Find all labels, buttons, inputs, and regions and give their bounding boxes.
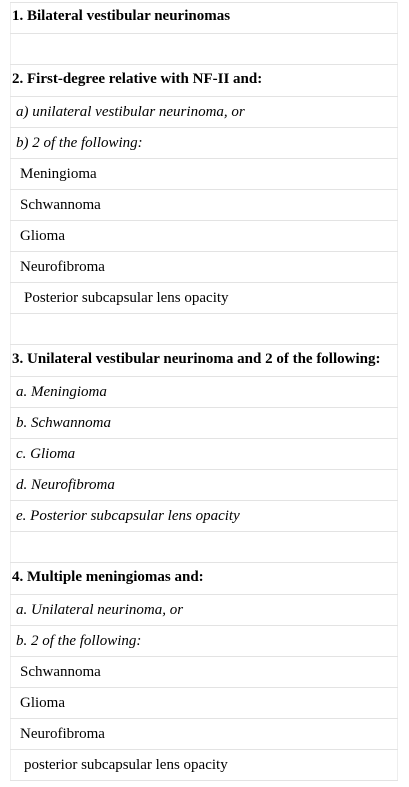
criterion-item-row [11, 159, 398, 190]
criterion-item-row [11, 221, 398, 252]
criterion-item-row [11, 657, 398, 688]
criterion-item: Posterior subcapsular lens opacity [11, 283, 398, 314]
criterion-heading: 3. Unilateral vestibular neurinoma and 2 of the following: [11, 345, 398, 377]
criterion-item-row [11, 283, 398, 314]
empty-cell [11, 532, 398, 563]
criterion-heading-row [11, 3, 398, 34]
criterion-item: b. 2 of the following: [11, 626, 398, 657]
criterion-item-row [11, 252, 398, 283]
criterion-item-row [11, 688, 398, 719]
criterion-item: posterior subcapsular lens opacity [11, 750, 398, 781]
criteria-table [10, 2, 398, 781]
criterion-item: Schwannoma [11, 657, 398, 688]
criterion-item: e. Posterior subcapsular lens opacity [11, 501, 398, 532]
criterion-heading: 1. Bilateral vestibular neurinomas [11, 3, 398, 34]
criterion-heading-row [11, 65, 398, 97]
criterion-item: c. Glioma [11, 439, 398, 470]
criterion-item-row [11, 470, 398, 501]
criterion-item-row [11, 97, 398, 128]
criterion-item-row [11, 750, 398, 781]
criterion-item: Schwannoma [11, 190, 398, 221]
criterion-heading-row [11, 563, 398, 595]
criterion-heading: 2. First-degree relative with NF-II and: [11, 65, 398, 97]
criterion-item: Meningioma [11, 159, 398, 190]
criterion-item: b) 2 of the following: [11, 128, 398, 159]
criterion-item: Glioma [11, 221, 398, 252]
criterion-item-row [11, 595, 398, 626]
criterion-item-row [11, 190, 398, 221]
criterion-item: d. Neurofibroma [11, 470, 398, 501]
spacer-row [11, 34, 398, 65]
spacer-row [11, 532, 398, 563]
criterion-item-row [11, 626, 398, 657]
criterion-item-row [11, 501, 398, 532]
criterion-item: a. Meningioma [11, 377, 398, 408]
criterion-item-row [11, 128, 398, 159]
criterion-heading: 4. Multiple meningiomas and: [11, 563, 398, 595]
criterion-item-row [11, 439, 398, 470]
spacer-row [11, 314, 398, 345]
criteria-table-body [11, 3, 398, 781]
criterion-item-row [11, 377, 398, 408]
criterion-item: Neurofibroma [11, 252, 398, 283]
criterion-item: a. Unilateral neurinoma, or [11, 595, 398, 626]
criterion-item-row [11, 408, 398, 439]
criterion-item: b. Schwannoma [11, 408, 398, 439]
criterion-item: Neurofibroma [11, 719, 398, 750]
criterion-item: Glioma [11, 688, 398, 719]
criterion-item-row [11, 719, 398, 750]
empty-cell [11, 34, 398, 65]
criterion-heading-row [11, 345, 398, 377]
empty-cell [11, 314, 398, 345]
criterion-item: a) unilateral vestibular neurinoma, or [11, 97, 398, 128]
